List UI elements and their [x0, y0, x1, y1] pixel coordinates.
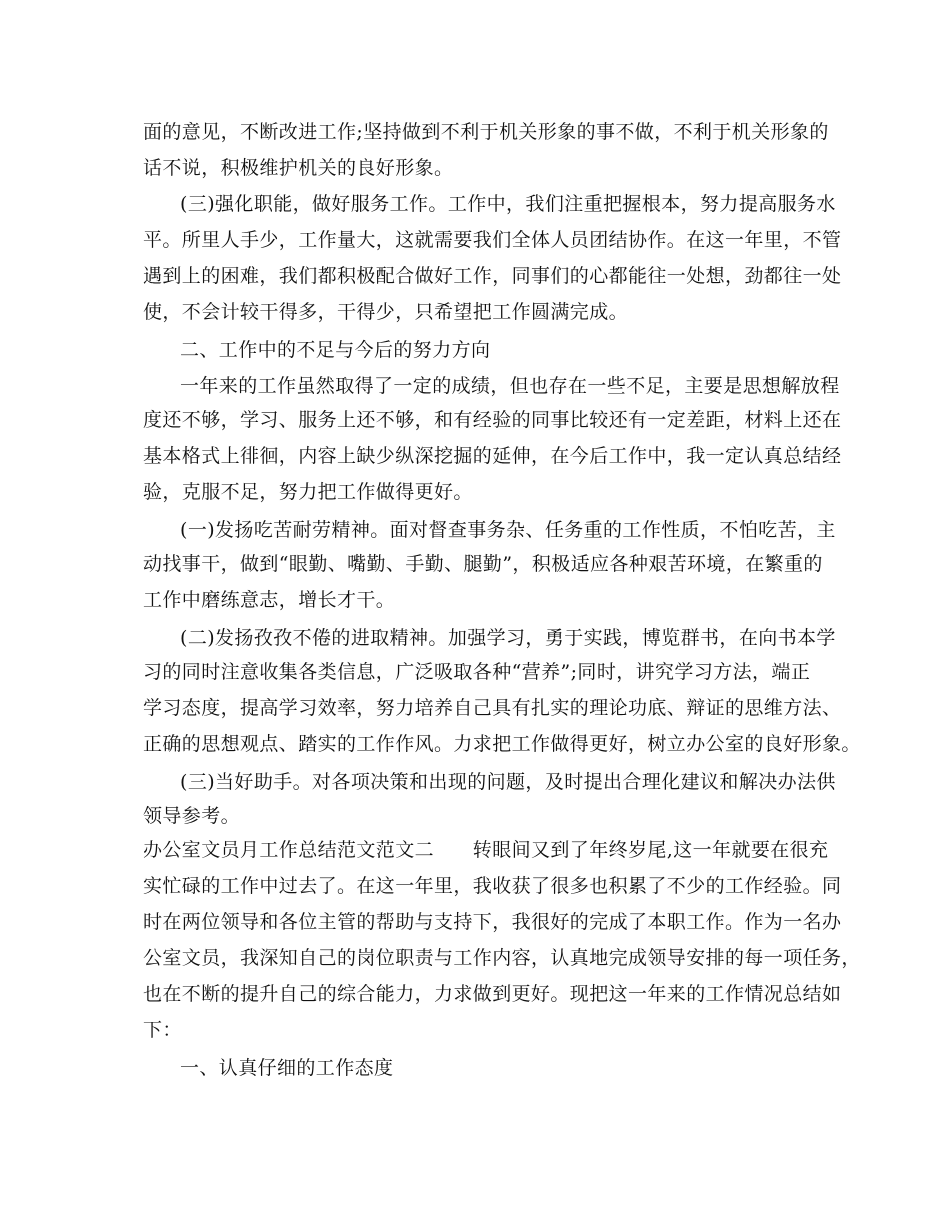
- paragraph-heading: (三)当好助手。对各项决策和出现的问题，及时提出合理化建议和解决办法供: [180, 771, 836, 793]
- text-line: 验，克服不足，努力把工作做得更好。: [143, 481, 473, 503]
- text-line: 也在不断的提升自己的综合能力，力求做到更好。现把这一年来的工作情况总结如: [143, 983, 842, 1005]
- document-title-line: 办公室文员月工作总结范文范文二 转眼间又到了年终岁尾,这一年就要在很充: [143, 839, 829, 861]
- text-line: 公室文员，我深知自己的岗位职责与工作内容，认真地完成领导安排的每一项任务，: [143, 947, 861, 969]
- text-line: 一年来的工作虽然取得了一定的成绩，但也存在一些不足，主要是思想解放程: [180, 375, 840, 397]
- text-line: 领导参考。: [143, 805, 241, 827]
- section-heading: 一、认真仔细的工作态度: [180, 1057, 394, 1079]
- text-line: 面的意见，不断改进工作;坚持做到不利于机关形象的事不做，不利于机关形象的: [143, 121, 829, 143]
- paragraph-heading: (三)强化职能，做好服务工作。工作中，我们注重把握根本，努力提高服务水: [180, 193, 836, 215]
- text-line: 工作中磨练意志，增长才干。: [143, 589, 396, 611]
- text-line: 度还不够，学习、服务上还不够，和有经验的同事比较还有一定差距，材料上还在: [143, 409, 842, 431]
- paragraph-heading: (一)发扬吃苦耐劳精神。面对督查事务杂、任务重的工作性质，不怕吃苦，主: [180, 519, 836, 541]
- text-line: 平。所里人手少，工作量大，这就需要我们全体人员团结协作。在这一年里，不管: [143, 229, 842, 251]
- paragraph-heading: (二)发扬孜孜不倦的进取精神。加强学习，勇于实践，博览群书，在向书本学: [180, 627, 836, 649]
- text-line: 学习态度，提高学习效率，努力培养自己具有扎实的理论功底、辩证的思维方法、: [143, 697, 842, 719]
- text-line: 使，不会计较干得多，干得少，只希望把工作圆满完成。: [143, 301, 629, 323]
- text-line: 下：: [143, 1019, 182, 1041]
- text-line: 动找事干，做到“眼勤、嘴勤、手勤、腿勤”，积极适应各种艰苦环境，在繁重的: [143, 553, 823, 575]
- text-line: 习的同时注意收集各类信息，广泛吸取各种“营养”;同时，讲究学习方法，端正: [143, 661, 811, 683]
- section-heading: 二、工作中的不足与今后的努力方向: [180, 339, 491, 361]
- text-line: 实忙碌的工作中过去了。在这一年里，我收获了很多也积累了不少的工作经验。同: [143, 875, 842, 897]
- text-line: 话不说，积极维护机关的良好形象。: [143, 157, 454, 179]
- text-line: 正确的思想观点、踏实的工作作风。力求把工作做得更好，树立办公室的良好形象。: [143, 733, 861, 755]
- text-line: 时在两位领导和各位主管的帮助与支持下，我很好的完成了本职工作。作为一名办: [143, 911, 842, 933]
- text-line: 基本格式上徘徊，内容上缺少纵深挖掘的延伸，在今后工作中，我一定认真总结经: [143, 445, 842, 467]
- text-line: 遇到上的困难，我们都积极配合做好工作，同事们的心都能往一处想，劲都往一处: [143, 265, 842, 287]
